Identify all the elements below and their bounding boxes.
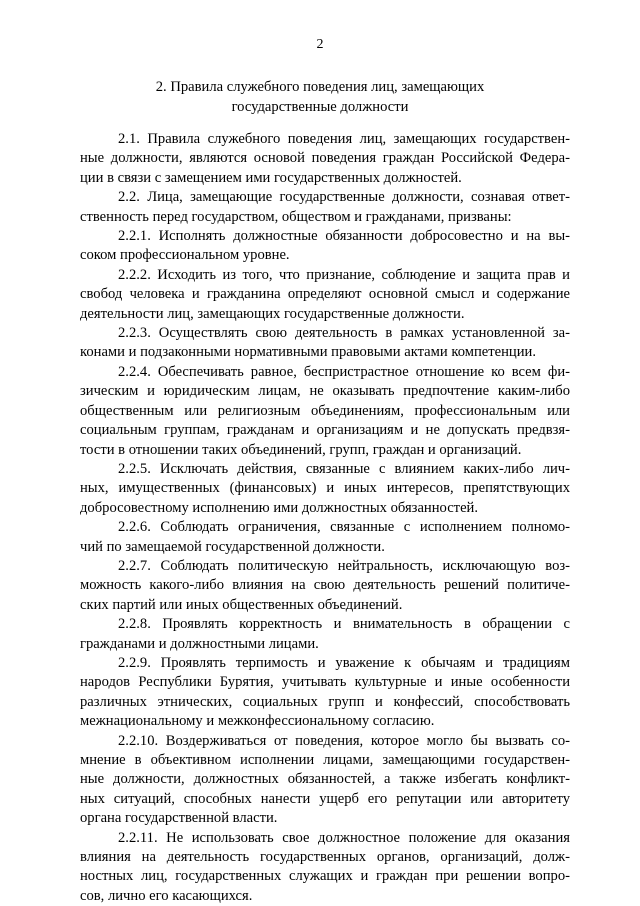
paragraph-line: 2.2.9. Проявлять терпимость и уважение к обычаям и традициям <box>118 654 570 671</box>
paragraph-2-2-2 <box>80 266 570 324</box>
paragraph-line: 2.2.7. Соблюдать политическую нейтральность, исключающую воз- <box>118 557 570 574</box>
paragraph-2-2-8 <box>80 615 570 654</box>
paragraph-2-2-6 <box>80 518 570 557</box>
paragraph-2-2-11 <box>80 829 570 906</box>
paragraph-line: чий по замещаемой государственной должности. <box>80 538 385 555</box>
paragraph-line: общественным или религиозным объединениям, профессиональным или <box>80 402 570 419</box>
document-body <box>80 130 570 906</box>
paragraph-line: ных, имущественных (финансовых) и иных интересов, препятствующих <box>80 480 570 497</box>
paragraph-line: 2.2.8. Проявлять корректность и внимательность в обращении с <box>118 616 570 633</box>
paragraph-line: мнение в объективном исполнении лицами, замещающими государствен- <box>80 752 570 768</box>
paragraph-line: 2.2.1. Исполнять должностные обязанности добросовестно и на вы- <box>118 228 570 245</box>
paragraph-line: добросовестному исполнению ими должностных обязанностей. <box>80 499 479 516</box>
paragraph-line: ции в связи с замещением ими государственных должностей. <box>80 169 462 186</box>
paragraph-line: свобод человека и гражданина определяют основной смысл и содержание <box>80 286 570 303</box>
paragraph-line: 2.1. Правила служебного поведения лиц, замещающих государствен- <box>118 131 570 147</box>
paragraph-2-2-10 <box>80 732 570 829</box>
paragraph-2-2-7 <box>80 557 570 615</box>
paragraph-line: социальным группам, гражданам и организациям и не допускать предвзя- <box>80 422 570 439</box>
paragraph-2-2 <box>80 188 570 227</box>
paragraph-2-1 <box>80 130 570 188</box>
paragraph-2-2-3 <box>80 324 570 363</box>
paragraph-line: народов Республики Бурятия, учитывать культурные и иные особенности <box>80 674 570 691</box>
paragraph-line: зическим и юридическим лицам, не оказывать предпочтение каким-либо <box>80 383 570 400</box>
paragraph-line: ских партий или иных общественных объединений. <box>80 596 403 613</box>
paragraph-line: ностных лиц, государственных служащих и граждан при решении вопро- <box>80 868 570 885</box>
paragraph-line: 2.2. Лица, замещающие государственные должности, сознавая ответ- <box>118 189 570 206</box>
paragraph-line: ственность перед государством, обществом и гражданами, призваны: <box>80 208 512 225</box>
paragraph-line: конами и подзаконными нормативными правовыми актами компетенции. <box>80 344 536 361</box>
paragraph-line: органа государственной власти. <box>80 810 278 827</box>
paragraph-2-2-1 <box>80 227 570 266</box>
paragraph-line: 2.2.6. Соблюдать ограничения, связанные с исполнением полномо- <box>118 519 570 536</box>
paragraph-line: сов, лично его касающихся. <box>80 887 253 904</box>
paragraph-line: деятельности лиц, замещающих государственные должности. <box>80 305 465 322</box>
paragraph-line: межнациональному и межконфессиональному согласию. <box>80 713 435 730</box>
section-title-line-2: государственные должности <box>231 99 409 115</box>
paragraph-line: 2.2.4. Обеспечивать равное, беспристрастное отношение ко всем фи- <box>118 363 570 380</box>
paragraph-line: 2.2.2. Исходить из того, что признание, соблюдение и защита прав и <box>118 266 570 283</box>
paragraph-line: 2.2.10. Воздерживаться от поведения, которое могло бы вызвать со- <box>118 732 570 749</box>
paragraph-2-2-5 <box>80 460 570 518</box>
paragraph-line: 2.2.5. Исключать действия, связанные с влиянием каких-либо лич- <box>118 460 570 477</box>
paragraph-line: различных этнических, социальных групп и конфессий, способствовать <box>80 693 570 710</box>
paragraph-2-2-4 <box>80 363 570 460</box>
paragraph-line: можность какого-либо влияния на свою деятельность решений политиче- <box>80 577 570 594</box>
paragraph-line: тости в отношении таких объединений, групп, граждан и организаций. <box>80 441 522 458</box>
paragraph-line: соком профессиональном уровне. <box>80 247 290 264</box>
paragraph-line: 2.2.11. Не использовать свое должностное положение для оказания <box>118 829 570 846</box>
paragraph-line: ные должности, должностных обязанностей, а также избегать конфликт- <box>80 771 570 788</box>
section-title <box>0 77 640 117</box>
page-number: 2 <box>316 37 324 52</box>
section-title-line-1: 2. Правила служебного поведения лиц, замещающих <box>155 79 485 95</box>
paragraph-line: ные должности, являются основой поведения граждан Российской Федера- <box>80 150 570 167</box>
paragraph-line: влияния на деятельность государственных органов, организаций, долж- <box>80 849 570 866</box>
paragraph-2-2-9 <box>80 654 570 732</box>
paragraph-line: 2.2.3. Осуществлять свою деятельность в рамках установленной за- <box>118 325 570 342</box>
paragraph-line: гражданами и должностными лицами. <box>80 635 319 652</box>
paragraph-line: ных ситуаций, способных нанести ущерб его репутации или авторитету <box>80 790 570 807</box>
